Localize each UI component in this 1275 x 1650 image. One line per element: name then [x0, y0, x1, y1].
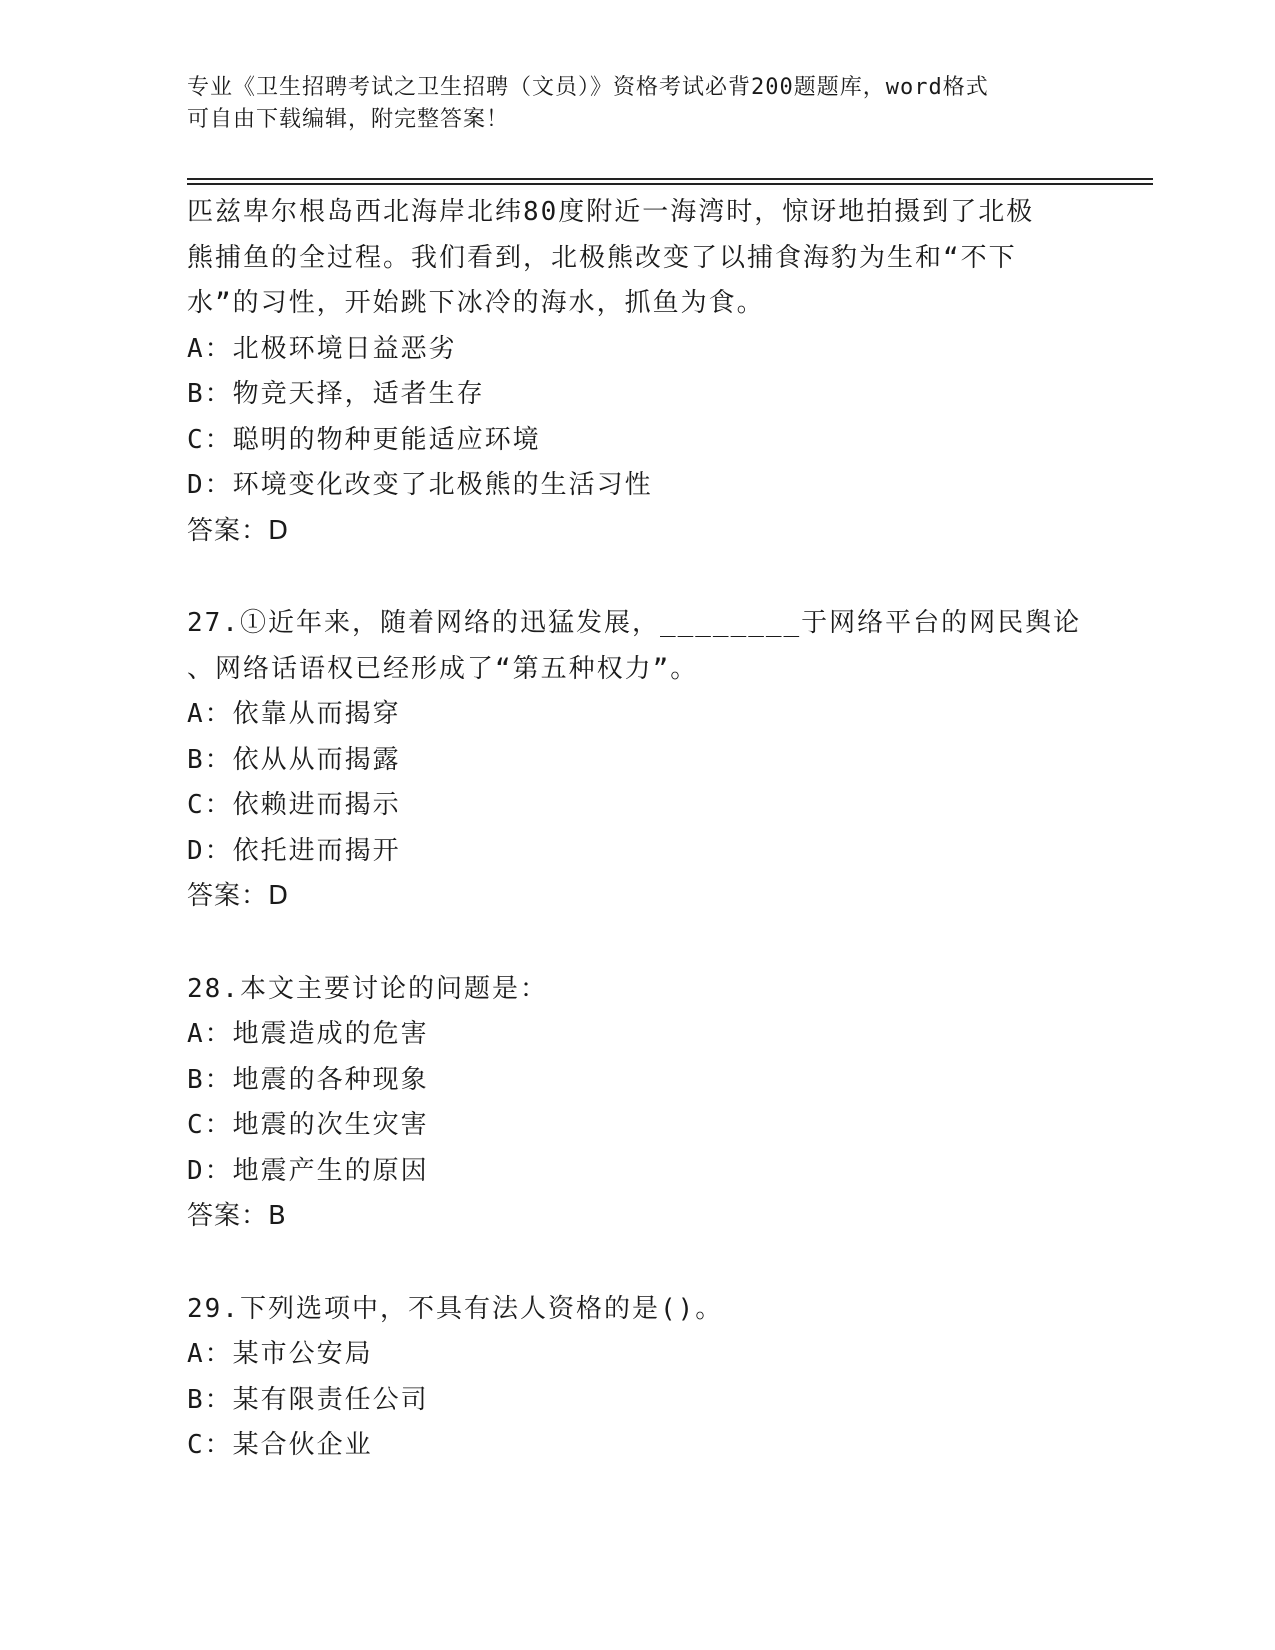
question-stem-line: 29.下列选项中，不具有法人资格的是()。 [187, 1293, 724, 1324]
question-stem-line: 、网络话语权已经形成了“第五种权力”。 [187, 653, 699, 684]
question-stem-line: 27.①近年来，随着网络的迅猛发展，________于网络平台的网民舆论 [187, 608, 1082, 638]
header-divider-top [187, 178, 1153, 180]
document-header [187, 72, 1067, 136]
option-c: C：地震的次生灾害 [187, 1110, 429, 1140]
question-stem-line: 水”的习性，开始跳下冰冷的海水，抓鱼为食。 [187, 288, 765, 318]
option-b: B：地震的各种现象 [187, 1064, 429, 1095]
answer-label: 答案：B [187, 1201, 287, 1231]
answer-label: 答案：D [187, 881, 290, 911]
option-c: C：依赖进而揭示 [187, 790, 401, 820]
option-c: C：聪明的物种更能适应环境 [187, 424, 541, 455]
question-28 [187, 967, 1087, 1240]
option-b: B：物竞天择，适者生存 [187, 379, 485, 409]
question-spacer [187, 1240, 1087, 1287]
option-a: A：地震造成的危害 [187, 1019, 429, 1049]
option-d: D：环境变化改变了北极熊的生活习性 [187, 470, 653, 500]
option-a: A：某市公安局 [187, 1339, 373, 1369]
question-spacer [187, 920, 1087, 967]
option-a: A：北极环境日益恶劣 [187, 333, 457, 364]
header-line-1: 专业《卫生招聘考试之卫生招聘（文员）》资格考试必背200题题库，word格式 [187, 75, 989, 100]
option-d: D：依托进而揭开 [187, 835, 401, 866]
option-b: B：依从从而揭露 [187, 744, 401, 775]
question-26 [187, 190, 1087, 554]
question-spacer [187, 554, 1087, 601]
question-29 [187, 1287, 1087, 1469]
option-d: D：地震产生的原因 [187, 1155, 429, 1186]
question-stem-line: 匹兹卑尔根岛西北海岸北纬80度附近一海湾时，惊讶地拍摄到了北极 [187, 197, 1035, 227]
answer-label: 答案：D [187, 515, 290, 546]
question-stem-line: 熊捕鱼的全过程。我们看到，北极熊改变了以捕食海豹为生和“不下 [187, 242, 1017, 273]
question-stem-line: 28.本文主要讨论的问题是： [187, 973, 548, 1004]
option-a: A：依靠从而揭穿 [187, 699, 401, 729]
document-body [187, 190, 1087, 1469]
option-c: C：某合伙企业 [187, 1430, 373, 1460]
option-b: B：某有限责任公司 [187, 1384, 429, 1415]
question-27 [187, 601, 1087, 920]
header-divider-bottom [187, 183, 1153, 185]
header-line-2: 可自由下载编辑，附完整答案！ [187, 107, 510, 132]
